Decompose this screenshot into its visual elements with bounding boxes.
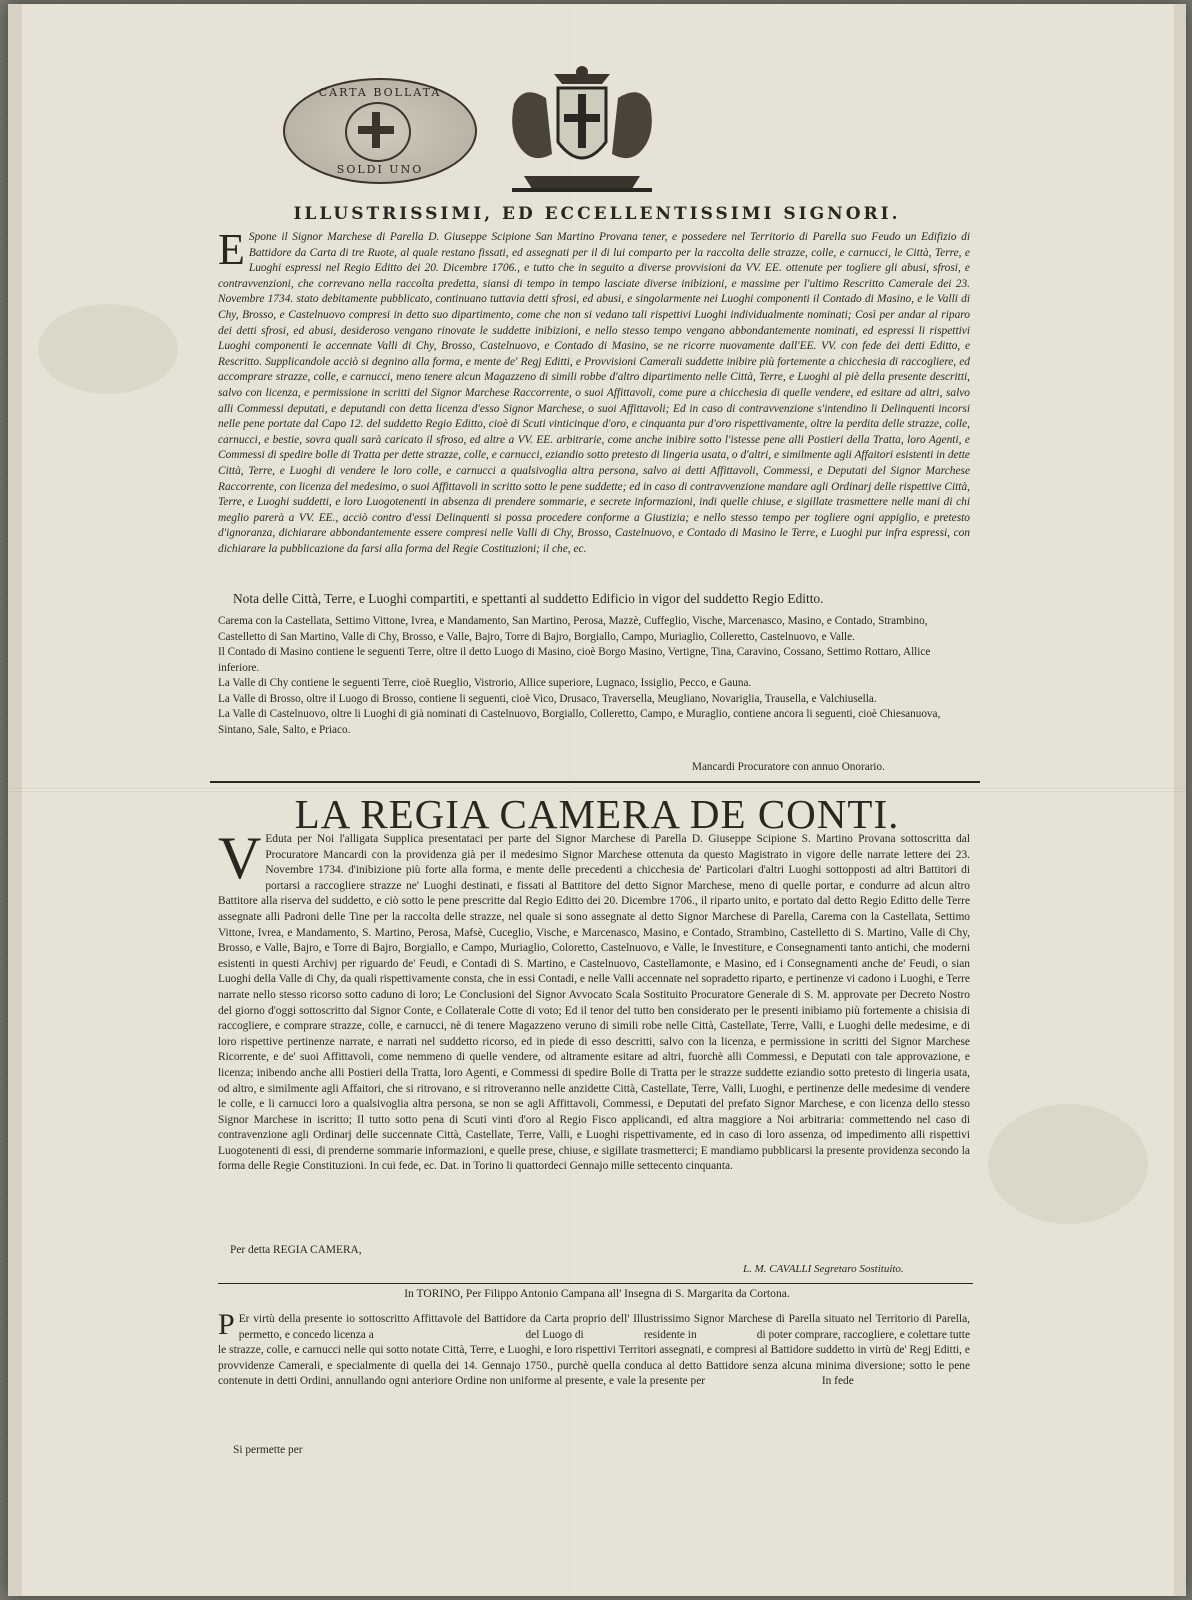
printer-imprint: In TORINO, Per Filippo Antonio Campana all' Insegna di S. Margarita da Cortona. bbox=[404, 1287, 790, 1300]
coat-of-arms-icon bbox=[494, 64, 670, 204]
paper-stain bbox=[38, 304, 178, 394]
per-detta-signature: Per detta REGIA CAMERA, bbox=[230, 1244, 362, 1256]
decree-dropcap: V bbox=[218, 825, 262, 891]
petition-dropcap: E bbox=[218, 225, 245, 274]
licence-dropcap: P bbox=[218, 1308, 235, 1341]
list-item: Carema con la Castellata, Settimo Vittone, Ivrea, e Mandamento, San Martino, Perosa, Mazzè, Cuffeglio, Vische, Marcenasco, Masino, e Contado, Strambino, Castelletto di San Martino, Valle di Chy, Brosso, e Valle, Bajro, Torre di Bajro, Borgiallo, Campo, Muriaglio, Colleretto, Castelnuovo, e Valle. bbox=[218, 615, 928, 643]
section-divider bbox=[218, 1283, 973, 1284]
section-divider bbox=[210, 781, 980, 783]
decree-text: Eduta per Noi l'alligata Supplica presentataci per parte del Signor Marchese di Parella D. Giuseppe Scipione S. Martino Provana sottoscritta dal Procuratore Mancardi con la providenza già per il medesimo Signor Marchese ottenuta da questo Magistrato in vigore delle narrate lettere dei 23. Novembre 1734. d'inibizione più forte alla forma, e mente delle precedenti a chicchesia de' Particolari d'altri Luoghi sottopposti ad altri Battitori di portarsi a raccogliere strazze ne' Luoghi destinati, e fissati al Battitore del detto Signor Marchese, meno di quelle portar, e condurre ad alcun altro Battitore alla riserva del suddetto, e ciò sotto le pene prescritte dal Regio Editto dei 20. Dicembre 1706., il riparto unito, e portato dal detto Regio Editto delle Terre assegnate alli Padroni delle Tine per la raccolta delle strazze, nel quale si sono assegnate al detto Signor Marchese di Parella, Carema con la Castellata, Settimo Vittone, Ivrea, e Mandamento, S. Martino, Perosa, Mafsè, Cuceglio, Vische, e Marcenasco, Masino, e Contado, Strambino, Castelletto di S. Martino, Valle di Chy, Brosso, e Valle, Bajro, e Torre di Bajro, Borgiallo, e Campo, Muriaglio, Coloretto, Castelnuovo, e Valle, le Investiture, e Consegnamenti tanto antichi, che moderni esistenti in questi Archivj per riguardo de' Feudi, e Contadi di S. Martino, e Castelnuovo, Castellamonte, e Masino, ed i Consegnamenti anche de' Feudi, o sian Luoghi della Valle di Chy, da quali rispettivamente consta, che in essi Contadi, e nelle Valli accennate nel sopradetto riparto, e pertinenze vi cadono i Luoghi, e Terre narrate nello stesso ricorso sotto caduno di loro; Le Conclusioni del Signor Avvocato Scala Sostituito Procuratore Generale di S. M. approvate per Decreto Nostro del giorno d'oggi sottoscritto dal Signor Conte, e Collaterale Cotte di voto; Ed il tenor del tutto ben considerato per le presenti inibiamo più fortemente a chisisia di raccogliere, e comprare strazze, colle, e carnucci, nè di tenere Magazzeno veruno di simili robe nelle Città, Castellate, Terre, Valli, e Luoghi delle medesime, e di loro rispettive pertinenze narrate, e narrati nel suddetto ricorso, ed in piede di esso descritti, salvo con la licenza, e permissione in scritti del Signor Marchese Ricorrente, e de' suoi Affittavoli, come nemmeno di quelle vendere, od altramente esitare ad altri, fuorchè alli Commessi, e Deputati con tale approvazione, e licenza; inibendo anche alli Postieri della Tratta, loro Agenti, e Commessi di spedire Bolle di Tratta per le strazze suddette eziandio sotto pretesto di lingeria usata, od altro, e similmente agli Affaitori, che si ritrovano, e si ritroveranno nelle anzidette Città, Castellate, Terre, Valli, Luoghi, e pertinenze delle medesime di vendere le colle, e li carnucci loro a qualsivoglia altra persona, se non se agli Affittavoli, Commessi, e Deputati del prefato Signor Marchese, e con licenza dello stesso Signor Marchese in iscritto; Il tutto sotto pena di Scuti vinti d'oro al Regio Fisco applicandi, ed altra maggiore a Noi arbitraria: commettendo nel caso di contravenzione agli Ordinarj delle succennate Città, Castellate, Terre, Valli, e Luoghi rispettivamente, ed in caso di loro assenza, od impedimento alli rispettivi Luogotenenti di essi, di prenderne sommarie informazioni, e quelle prese, chiuse, e sigillate trasmetterci; E mandiamo pubblicarsi la presente providenza secondo la forma delle Regie Constituzioni. In cui fede, ec. Dat. in Torino li quattordeci Gennajo mille settecento cinquanta. bbox=[218, 833, 970, 1173]
secretary-signature: L. M. CAVALLI Segretaro Sostituito. bbox=[743, 1263, 904, 1275]
petition-text: Spone il Signor Marchese di Parella D. Giuseppe Scipione San Martino Provana tener, e possedere nel Territorio di Parella suo Feudo un Edifizio di Battidore da Carta di tre Ruote, al quale restano fissati, ed assegnati per il di lui comparto per la raccolta delle strazze, colle, e carnucci, le Città, Terre, e Luoghi espressi nel Regio Editto dei 20. Dicembre 1706., e tutto che in seguito a diverse provvisioni da VV. EE. ottenute per togliere gli abusi, sfrosi, e contravvenzioni, che correvano nella raccolta predetta, siansi di tempo in tempo lasciate diverse inibizioni, e massime per l'ultimo Rescritto Camerale dei 23. Novembre 1734. stato debitamente pubblicato, continuano tuttavia detti sfrosi, ed abusi, e singolarmente nei Luoghi componenti il Contado di Masino, e le Valli di Chy, Brosso, e Castelnuovo compresi in detto suo dipartimento, come che non si vedano tali rispettivi Luoghi individualmente nominati; Così per andar al riparo dei detti sfrosi, ed abusi, desideroso vengano rinovate le suddette inibizioni, e nello stesso tempo vengano abbondantemente nominati, ed espressi li rispettivi Luoghi componenti le accennate Valli di Chy, Brosso, Castelnuovo, e Contado di Masino, se ne ricorre nuovamente dall'EE. VV. con fede dei detti Editto, e Rescritto. Supplicandole acciò si degnino alla forma, e mente de' Regj Editti, e Provvisioni Camerali suddette inibire più fortemente a chicchesia di raccogliere, ed accomprare strazze, colle, e carnucci, meno tenere alcun Magazzeno di simili robbe d'altro dipartimento nelle Città, Terre, e Luoghi al piè della presente descritti, salvo con licenza, e permissione in scritti del Signor Marchese Raccorrente, o suoi Affittavoli, come pure a chicchesia di quelle vendere, ed esitare ad altri, salvo alli Commessi deputati, e deputandi con detta licenza d'esso Signor Marchese, o suoi Affittavoli; Ed in caso di contravvenzione s'intendino li Delinquenti incorsi nelle pene portate dal Capo 12. del suddetto Regio Editto, cioè di Scuti vinticinque d'oro, e cinquanta pur d'oro rispettivamente, oltre la perdita delle strazze, colle, carnucci, e bestie, sovra quali sarà caricato il sfroso, ed altre a VV. EE. arbitrarie, come anche inibire sotto l'istesse pene alli Postieri della Tratta, loro Agenti, e Commessi di spedire bolle di Tratta per dette strazze, colle, e carnucci, eziandio sotto pretesto di lingeria usata, o d'altri, e similmente agli Affaitori esistenti in dette Città, Terre, e Luoghi di vendere le loro colle, e carnucci a qualsivoglia altra persona, salvo ai detti Affittavoli, Commessi, e Deputati del Signor Marchese Raccorrente, con licenza del medesimo, o suoi Affittavoli in scritto sotto le pene suddette; ed in caso di contravvenzione mandare agli Ordinarj delle rispettive Città, Terre, e Luoghi suddetti, e loro Luogotenenti in absenza di prendere sommarie, e secrete informazioni, indi quelle chiuse, e sigillate trasmettere nelle mani di chi meglio parerà a VV. EE., acciò contro d'essi Delinquenti si possa procedere conforme a Giustizia; e nello stesso tempo per togliere ogni appiglio, e pretesto d'ignoranza, dichiarare abbondantemente essere compresi nelle Valli di Chy, Brosso, Castelnuovo, e Contado di Masino le Terre, e Luoghi pur infra espressi, con dichiarare la pubblicazione da farsi alla forma del Regie Costituzioni; il che, ec. bbox=[218, 231, 970, 555]
stamp-cross-icon bbox=[345, 102, 411, 162]
header-emblems bbox=[8, 64, 1186, 204]
petition-heading: ILLUSTRISSIMI, ED ECCELLENTISSIMI SIGNORI. bbox=[293, 204, 901, 224]
petition-body bbox=[218, 225, 970, 557]
document-sheet bbox=[8, 4, 1186, 1596]
permette-line: Si permette per bbox=[233, 1444, 303, 1456]
list-item: La Valle di Brosso, oltre il Luogo di Brosso, contiene li seguenti, cioè Vico, Drusaco, Traversella, Meugliano, Novariglia, Trausella, e Valchiusella. bbox=[218, 692, 877, 705]
decree-body bbox=[218, 825, 970, 1175]
licence-body bbox=[218, 1308, 973, 1390]
list-item: Il Contado di Masino contiene le seguenti Terre, oltre il detto Luogo di Masino, cioè Borgo Masino, Vertigne, Tina, Caravino, Cossano, Settimo Rottaro, Allice inferiore. bbox=[218, 646, 931, 674]
places-list bbox=[218, 614, 970, 738]
stamp-bottom-text: SOLDI UNO bbox=[336, 163, 424, 176]
stamp-top-text: CARTA BOLLATA bbox=[318, 86, 442, 99]
procuratore-signature: Mancardi Procuratore con annuo Onorario. bbox=[692, 761, 885, 773]
list-item: La Valle di Chy contiene le seguenti Terre, cioè Rueglio, Vistrorio, Allice superiore, Lugnaco, Issiglio, Pecco, e Gauna. bbox=[218, 677, 752, 689]
places-list-heading: Nota delle Città, Terre, e Luoghi compartiti, e spettanti al suddetto Edificio in vigor del suddetto Regio Editto. bbox=[233, 591, 824, 606]
tax-stamp bbox=[283, 78, 477, 184]
licence-text: Er virtù della presente io sottoscritto Affittavole del Battidore da Carta proprio dell' Illustrissimo Signor Marchese di Parella situato nel Territorio di Parella, permetto, e concedo licenza a del Luogo di residente in di poter comprare, raccogliere, e colettare tutte le strazze, colle, e carnucci nelle qui sotto notate Città, Terre, e Luoghi, e loro rispettivi Territori assegnati, e compresi al Battidore suddetto in virtù de' Regj Editti, e provvidenze Camerali, e specialmente di quella dei 14. Gennajo 1750., purchè quella conduca al detto Battidore senza alcuna minima diversione; sotto le pene contenute in detti Ordini, annullando ogni anteriore Ordine non uniforme al presente, e vale la presente per In fede bbox=[218, 1313, 973, 1388]
decree-title: LA REGIA CAMERA DE CONTI. bbox=[294, 791, 900, 837]
list-item: La Valle di Castelnuovo, oltre li Luoghi di già nominati di Castelnuovo, Borgiallo, Colleretto, Campo, e Muraglio, contiene ancora li seguenti, cioè Chiesanuova, Sintano, Sale, Salto, e Priaco. bbox=[218, 708, 941, 736]
paper-stain bbox=[988, 1104, 1148, 1224]
